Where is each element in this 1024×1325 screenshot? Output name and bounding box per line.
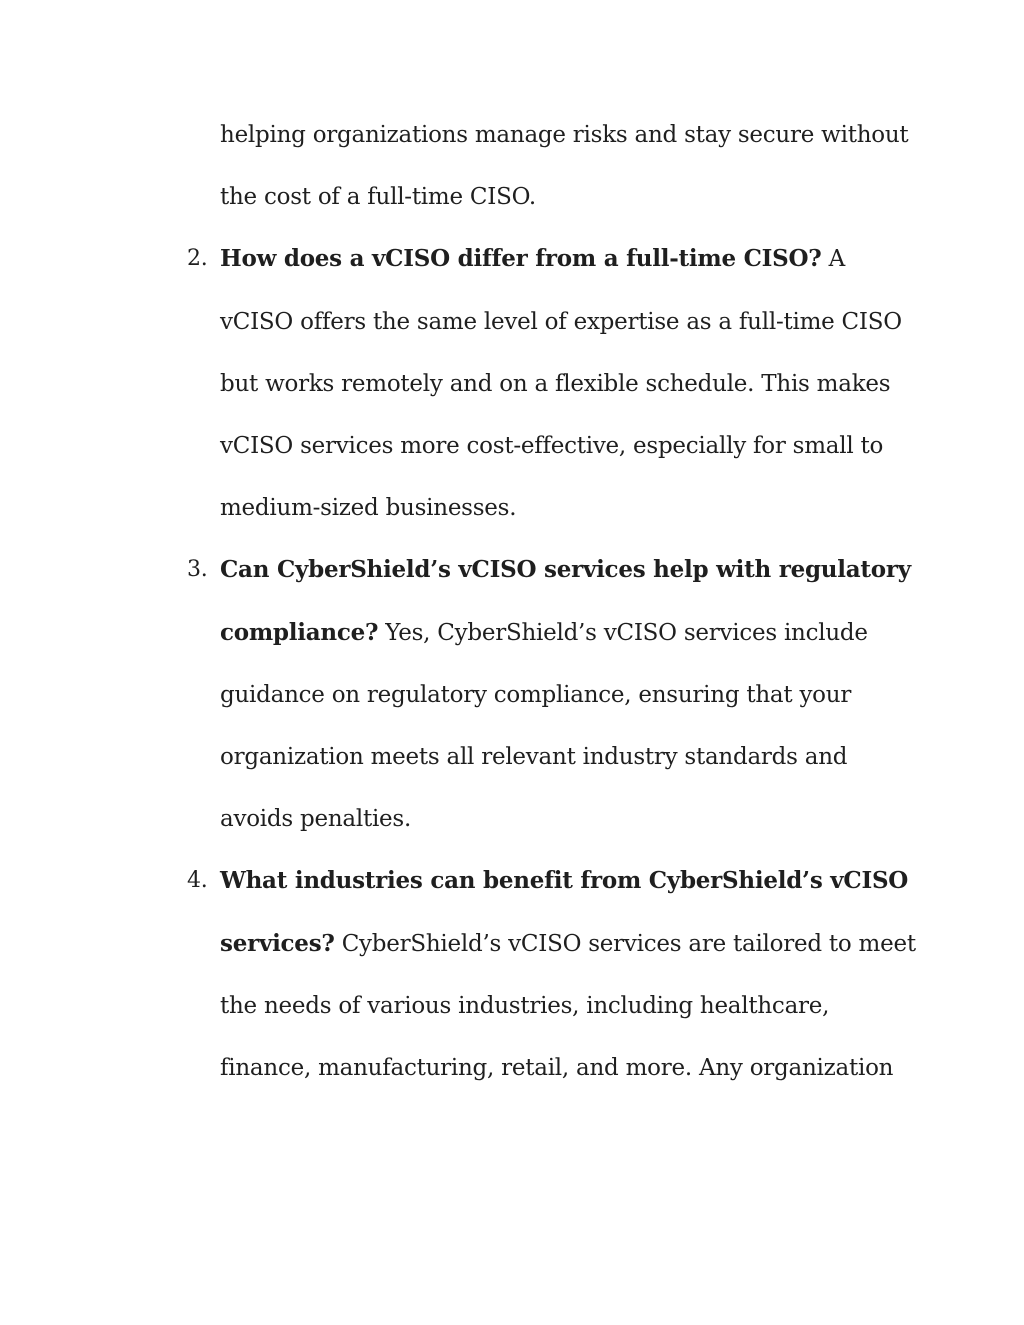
faq-list xyxy=(187,104,920,1099)
faq-number: 3. xyxy=(187,557,208,583)
faq-item-4 xyxy=(187,850,920,1099)
faq-question: What industries can benefit from CyberShield’s vCISO services? xyxy=(220,867,909,957)
faq-question: How does a vCISO differ from a full-time CISO? xyxy=(220,245,822,273)
faq-item-2 xyxy=(187,228,920,539)
faq-question: Can CyberShield’s vCISO services help with regulatory compliance? xyxy=(220,556,911,646)
faq-answer: CyberShield’s vCISO services are tailored to meet the needs of various industries, including healthcare, finance, manufacturing, retail, and more. Any organization xyxy=(220,930,916,1082)
faq-number: 2. xyxy=(187,246,208,272)
faq-number: 4. xyxy=(187,868,208,894)
faq-answer: Yes, CyberShield’s vCISO services include guidance on regulatory compliance, ensuring that your organization meets all relevant industry standards and avoids penalties. xyxy=(220,619,868,833)
intro-continuation: helping organizations manage risks and stay secure without the cost of a full-time CISO. xyxy=(220,122,909,211)
faq-answer: A vCISO offers the same level of expertise as a full-time CISO but works remotely and on a flexible schedule. This makes vCISO services more cost-effective, especially for small to medium-sized businesses. xyxy=(220,246,902,522)
faq-item-3 xyxy=(187,539,920,850)
